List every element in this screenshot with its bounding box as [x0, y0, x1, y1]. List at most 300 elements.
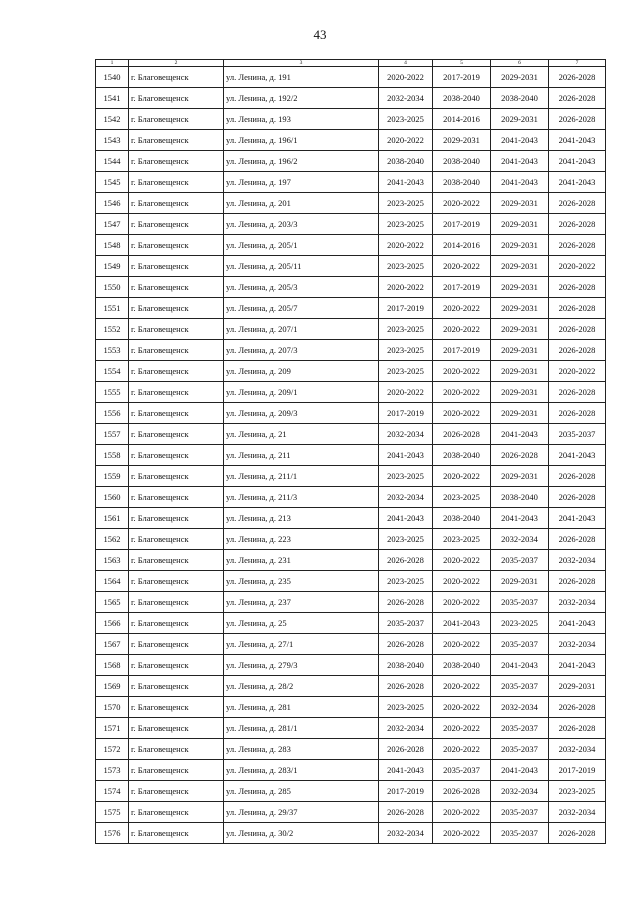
period-cell: 2026-2028: [549, 109, 606, 130]
table-row: [96, 529, 606, 550]
period-cell: 2020-2022: [433, 382, 491, 403]
city-cell: г. Благовещенск: [129, 571, 224, 592]
city-cell: г. Благовещенск: [129, 676, 224, 697]
row-number-cell: 1543: [96, 130, 129, 151]
period-cell: 2026-2028: [549, 298, 606, 319]
table-row: [96, 634, 606, 655]
period-cell: 2020-2022: [549, 256, 606, 277]
period-cell: 2038-2040: [491, 487, 549, 508]
period-cell: 2023-2025: [379, 193, 433, 214]
city-cell: г. Благовещенск: [129, 382, 224, 403]
period-cell: 2026-2028: [549, 340, 606, 361]
row-number-cell: 1555: [96, 382, 129, 403]
period-cell: 2020-2022: [433, 676, 491, 697]
period-cell: 2029-2031: [491, 235, 549, 256]
row-number-cell: 1544: [96, 151, 129, 172]
registry-body: [96, 67, 606, 844]
row-number-cell: 1570: [96, 697, 129, 718]
column-number-header-row: [96, 60, 606, 67]
column-number-header: 6: [491, 60, 549, 67]
row-number-cell: 1574: [96, 781, 129, 802]
period-cell: 2032-2034: [379, 487, 433, 508]
housing-registry-table: [95, 59, 606, 844]
period-cell: 2026-2028: [491, 445, 549, 466]
period-cell: 2041-2043: [549, 151, 606, 172]
table-row: [96, 298, 606, 319]
table-row: [96, 361, 606, 382]
row-number-cell: 1556: [96, 403, 129, 424]
row-number-cell: 1563: [96, 550, 129, 571]
period-cell: 2035-2037: [491, 718, 549, 739]
period-cell: 2026-2028: [379, 550, 433, 571]
period-cell: 2041-2043: [491, 508, 549, 529]
table-row: [96, 319, 606, 340]
period-cell: 2029-2031: [491, 193, 549, 214]
table-row: [96, 718, 606, 739]
period-cell: 2020-2022: [433, 256, 491, 277]
table-row: [96, 382, 606, 403]
row-number-cell: 1572: [96, 739, 129, 760]
period-cell: 2041-2043: [379, 508, 433, 529]
period-cell: 2029-2031: [491, 214, 549, 235]
period-cell: 2029-2031: [491, 67, 549, 88]
period-cell: 2035-2037: [379, 613, 433, 634]
period-cell: 2032-2034: [379, 88, 433, 109]
table-row: [96, 802, 606, 823]
period-cell: 2023-2025: [433, 487, 491, 508]
address-cell: ул. Ленина, д. 237: [224, 592, 379, 613]
city-cell: г. Благовещенск: [129, 340, 224, 361]
row-number-cell: 1545: [96, 172, 129, 193]
city-cell: г. Благовещенск: [129, 655, 224, 676]
period-cell: 2029-2031: [549, 676, 606, 697]
period-cell: 2020-2022: [549, 361, 606, 382]
period-cell: 2038-2040: [379, 151, 433, 172]
table-row: [96, 739, 606, 760]
period-cell: 2020-2022: [433, 550, 491, 571]
period-cell: 2029-2031: [491, 361, 549, 382]
period-cell: 2041-2043: [549, 130, 606, 151]
period-cell: 2017-2019: [433, 67, 491, 88]
address-cell: ул. Ленина, д. 25: [224, 613, 379, 634]
period-cell: 2026-2028: [549, 235, 606, 256]
period-cell: 2029-2031: [491, 277, 549, 298]
table-row: [96, 445, 606, 466]
address-cell: ул. Ленина, д. 201: [224, 193, 379, 214]
row-number-cell: 1575: [96, 802, 129, 823]
city-cell: г. Благовещенск: [129, 697, 224, 718]
period-cell: 2020-2022: [433, 802, 491, 823]
address-cell: ул. Ленина, д. 231: [224, 550, 379, 571]
period-cell: 2017-2019: [379, 403, 433, 424]
column-number-header: 5: [433, 60, 491, 67]
period-cell: 2038-2040: [491, 88, 549, 109]
period-cell: 2014-2016: [433, 235, 491, 256]
row-number-cell: 1559: [96, 466, 129, 487]
period-cell: 2032-2034: [491, 697, 549, 718]
table-row: [96, 151, 606, 172]
row-number-cell: 1565: [96, 592, 129, 613]
address-cell: ул. Ленина, д. 235: [224, 571, 379, 592]
period-cell: 2020-2022: [433, 466, 491, 487]
city-cell: г. Благовещенск: [129, 67, 224, 88]
period-cell: 2026-2028: [549, 718, 606, 739]
city-cell: г. Благовещенск: [129, 235, 224, 256]
city-cell: г. Благовещенск: [129, 445, 224, 466]
row-number-cell: 1576: [96, 823, 129, 844]
period-cell: 2038-2040: [433, 172, 491, 193]
period-cell: 2032-2034: [491, 781, 549, 802]
period-cell: 2029-2031: [491, 256, 549, 277]
table-row: [96, 277, 606, 298]
table-row: [96, 781, 606, 802]
period-cell: 2026-2028: [549, 697, 606, 718]
row-number-cell: 1542: [96, 109, 129, 130]
period-cell: 2023-2025: [379, 697, 433, 718]
city-cell: г. Благовещенск: [129, 466, 224, 487]
period-cell: 2029-2031: [491, 571, 549, 592]
address-cell: ул. Ленина, д. 196/1: [224, 130, 379, 151]
period-cell: 2020-2022: [433, 697, 491, 718]
period-cell: 2032-2034: [491, 529, 549, 550]
period-cell: 2035-2037: [491, 739, 549, 760]
address-cell: ул. Ленина, д. 30/2: [224, 823, 379, 844]
period-cell: 2017-2019: [433, 340, 491, 361]
row-number-cell: 1550: [96, 277, 129, 298]
city-cell: г. Благовещенск: [129, 613, 224, 634]
period-cell: 2032-2034: [379, 823, 433, 844]
period-cell: 2023-2025: [379, 214, 433, 235]
address-cell: ул. Ленина, д. 191: [224, 67, 379, 88]
address-cell: ул. Ленина, д. 27/1: [224, 634, 379, 655]
row-number-cell: 1566: [96, 613, 129, 634]
period-cell: 2026-2028: [549, 88, 606, 109]
city-cell: г. Благовещенск: [129, 151, 224, 172]
city-cell: г. Благовещенск: [129, 130, 224, 151]
row-number-cell: 1557: [96, 424, 129, 445]
column-number-header: 7: [549, 60, 606, 67]
period-cell: 2038-2040: [433, 655, 491, 676]
period-cell: 2023-2025: [433, 529, 491, 550]
period-cell: 2017-2019: [379, 298, 433, 319]
city-cell: г. Благовещенск: [129, 529, 224, 550]
period-cell: 2023-2025: [379, 340, 433, 361]
city-cell: г. Благовещенск: [129, 592, 224, 613]
table-row: [96, 403, 606, 424]
period-cell: 2020-2022: [433, 823, 491, 844]
table-row: [96, 760, 606, 781]
table-row: [96, 571, 606, 592]
period-cell: 2020-2022: [433, 403, 491, 424]
city-cell: г. Благовещенск: [129, 214, 224, 235]
period-cell: 2035-2037: [491, 823, 549, 844]
period-cell: 2029-2031: [433, 130, 491, 151]
city-cell: г. Благовещенск: [129, 277, 224, 298]
period-cell: 2026-2028: [549, 214, 606, 235]
table-row: [96, 235, 606, 256]
period-cell: 2020-2022: [433, 634, 491, 655]
address-cell: ул. Ленина, д. 281/1: [224, 718, 379, 739]
address-cell: ул. Ленина, д. 21: [224, 424, 379, 445]
city-cell: г. Благовещенск: [129, 823, 224, 844]
address-cell: ул. Ленина, д. 193: [224, 109, 379, 130]
table-row: [96, 130, 606, 151]
period-cell: 2041-2043: [491, 760, 549, 781]
period-cell: 2041-2043: [491, 424, 549, 445]
city-cell: г. Благовещенск: [129, 319, 224, 340]
period-cell: 2023-2025: [379, 109, 433, 130]
period-cell: 2026-2028: [549, 193, 606, 214]
address-cell: ул. Ленина, д. 213: [224, 508, 379, 529]
table-row: [96, 193, 606, 214]
period-cell: 2035-2037: [491, 634, 549, 655]
period-cell: 2032-2034: [549, 634, 606, 655]
table-row: [96, 550, 606, 571]
address-cell: ул. Ленина, д. 192/2: [224, 88, 379, 109]
period-cell: 2026-2028: [433, 781, 491, 802]
period-cell: 2041-2043: [549, 508, 606, 529]
period-cell: 2038-2040: [433, 151, 491, 172]
period-cell: 2017-2019: [379, 781, 433, 802]
period-cell: 2035-2037: [491, 676, 549, 697]
table-row: [96, 613, 606, 634]
period-cell: 2023-2025: [379, 361, 433, 382]
row-number-cell: 1562: [96, 529, 129, 550]
row-number-cell: 1548: [96, 235, 129, 256]
city-cell: г. Благовещенск: [129, 718, 224, 739]
table-row: [96, 256, 606, 277]
period-cell: 2026-2028: [549, 382, 606, 403]
period-cell: 2020-2022: [379, 382, 433, 403]
period-cell: 2026-2028: [549, 571, 606, 592]
address-cell: ул. Ленина, д. 223: [224, 529, 379, 550]
period-cell: 2020-2022: [433, 592, 491, 613]
period-cell: 2032-2034: [549, 802, 606, 823]
city-cell: г. Благовещенск: [129, 487, 224, 508]
period-cell: 2026-2028: [549, 466, 606, 487]
row-number-cell: 1541: [96, 88, 129, 109]
city-cell: г. Благовещенск: [129, 739, 224, 760]
address-cell: ул. Ленина, д. 207/3: [224, 340, 379, 361]
period-cell: 2023-2025: [379, 466, 433, 487]
city-cell: г. Благовещенск: [129, 634, 224, 655]
period-cell: 2020-2022: [379, 235, 433, 256]
column-number-header: 2: [129, 60, 224, 67]
period-cell: 2026-2028: [549, 277, 606, 298]
period-cell: 2038-2040: [379, 655, 433, 676]
period-cell: 2041-2043: [379, 445, 433, 466]
address-cell: ул. Ленина, д. 205/11: [224, 256, 379, 277]
table-row: [96, 67, 606, 88]
table-row: [96, 424, 606, 445]
period-cell: 2023-2025: [491, 613, 549, 634]
period-cell: 2020-2022: [433, 298, 491, 319]
row-number-cell: 1569: [96, 676, 129, 697]
period-cell: 2035-2037: [433, 760, 491, 781]
table-row: [96, 676, 606, 697]
address-cell: ул. Ленина, д. 283/1: [224, 760, 379, 781]
period-cell: 2041-2043: [491, 172, 549, 193]
period-cell: 2023-2025: [379, 256, 433, 277]
city-cell: г. Благовещенск: [129, 109, 224, 130]
period-cell: 2041-2043: [491, 655, 549, 676]
address-cell: ул. Ленина, д. 203/3: [224, 214, 379, 235]
period-cell: 2038-2040: [433, 445, 491, 466]
period-cell: 2035-2037: [549, 424, 606, 445]
period-cell: 2041-2043: [549, 613, 606, 634]
period-cell: 2041-2043: [379, 760, 433, 781]
city-cell: г. Благовещенск: [129, 172, 224, 193]
address-cell: ул. Ленина, д. 196/2: [224, 151, 379, 172]
period-cell: 2041-2043: [549, 655, 606, 676]
row-number-cell: 1552: [96, 319, 129, 340]
period-cell: 2026-2028: [549, 487, 606, 508]
city-cell: г. Благовещенск: [129, 256, 224, 277]
city-cell: г. Благовещенск: [129, 88, 224, 109]
period-cell: 2038-2040: [433, 508, 491, 529]
city-cell: г. Благовещенск: [129, 802, 224, 823]
column-number-header: 4: [379, 60, 433, 67]
city-cell: г. Благовещенск: [129, 361, 224, 382]
address-cell: ул. Ленина, д. 205/1: [224, 235, 379, 256]
period-cell: 2026-2028: [379, 676, 433, 697]
period-cell: 2020-2022: [433, 718, 491, 739]
period-cell: 2017-2019: [549, 760, 606, 781]
city-cell: г. Благовещенск: [129, 781, 224, 802]
address-cell: ул. Ленина, д. 281: [224, 697, 379, 718]
page-number: 43: [313, 27, 327, 42]
city-cell: г. Благовещенск: [129, 193, 224, 214]
table-row: [96, 466, 606, 487]
address-cell: ул. Ленина, д. 28/2: [224, 676, 379, 697]
row-number-cell: 1553: [96, 340, 129, 361]
city-cell: г. Благовещенск: [129, 298, 224, 319]
period-cell: 2032-2034: [549, 592, 606, 613]
row-number-cell: 1554: [96, 361, 129, 382]
table-row: [96, 487, 606, 508]
row-number-cell: 1547: [96, 214, 129, 235]
address-cell: ул. Ленина, д. 285: [224, 781, 379, 802]
address-cell: ул. Ленина, д. 205/3: [224, 277, 379, 298]
period-cell: 2041-2043: [549, 172, 606, 193]
period-cell: 2032-2034: [379, 718, 433, 739]
table-row: [96, 109, 606, 130]
address-cell: ул. Ленина, д. 205/7: [224, 298, 379, 319]
period-cell: 2029-2031: [491, 466, 549, 487]
table-row: [96, 340, 606, 361]
address-cell: ул. Ленина, д. 211: [224, 445, 379, 466]
period-cell: 2032-2034: [549, 739, 606, 760]
period-cell: 2026-2028: [379, 739, 433, 760]
period-cell: 2026-2028: [549, 823, 606, 844]
period-cell: 2035-2037: [491, 550, 549, 571]
period-cell: 2017-2019: [433, 214, 491, 235]
period-cell: 2035-2037: [491, 802, 549, 823]
row-number-cell: 1561: [96, 508, 129, 529]
row-number-cell: 1560: [96, 487, 129, 508]
table-row: [96, 592, 606, 613]
row-number-cell: 1564: [96, 571, 129, 592]
period-cell: 2029-2031: [491, 298, 549, 319]
period-cell: 2041-2043: [549, 445, 606, 466]
city-cell: г. Благовещенск: [129, 424, 224, 445]
row-number-cell: 1540: [96, 67, 129, 88]
period-cell: 2026-2028: [549, 67, 606, 88]
period-cell: 2029-2031: [491, 403, 549, 424]
period-cell: 2026-2028: [549, 319, 606, 340]
period-cell: 2026-2028: [549, 529, 606, 550]
period-cell: 2041-2043: [491, 151, 549, 172]
period-cell: 2020-2022: [379, 67, 433, 88]
city-cell: г. Благовещенск: [129, 550, 224, 571]
address-cell: ул. Ленина, д. 209/3: [224, 403, 379, 424]
table-row: [96, 823, 606, 844]
city-cell: г. Благовещенск: [129, 508, 224, 529]
address-cell: ул. Ленина, д. 207/1: [224, 319, 379, 340]
period-cell: 2032-2034: [549, 550, 606, 571]
column-number-header: 1: [96, 60, 129, 67]
row-number-cell: 1551: [96, 298, 129, 319]
period-cell: 2041-2043: [379, 172, 433, 193]
address-cell: ул. Ленина, д. 197: [224, 172, 379, 193]
period-cell: 2020-2022: [433, 193, 491, 214]
address-cell: ул. Ленина, д. 283: [224, 739, 379, 760]
row-number-cell: 1549: [96, 256, 129, 277]
period-cell: 2026-2028: [549, 403, 606, 424]
city-cell: г. Благовещенск: [129, 760, 224, 781]
address-cell: ул. Ленина, д. 209: [224, 361, 379, 382]
period-cell: 2023-2025: [549, 781, 606, 802]
address-cell: ул. Ленина, д. 211/1: [224, 466, 379, 487]
period-cell: 2020-2022: [433, 319, 491, 340]
address-cell: ул. Ленина, д. 211/3: [224, 487, 379, 508]
table-row: [96, 172, 606, 193]
city-cell: г. Благовещенск: [129, 403, 224, 424]
address-cell: ул. Ленина, д. 279/3: [224, 655, 379, 676]
period-cell: 2029-2031: [491, 109, 549, 130]
period-cell: 2041-2043: [433, 613, 491, 634]
period-cell: 2026-2028: [379, 802, 433, 823]
period-cell: 2026-2028: [433, 424, 491, 445]
period-cell: 2026-2028: [379, 592, 433, 613]
column-number-header: 3: [224, 60, 379, 67]
period-cell: 2026-2028: [379, 634, 433, 655]
period-cell: 2038-2040: [433, 88, 491, 109]
period-cell: 2020-2022: [433, 361, 491, 382]
table-row: [96, 655, 606, 676]
table-row: [96, 697, 606, 718]
period-cell: 2023-2025: [379, 529, 433, 550]
period-cell: 2029-2031: [491, 382, 549, 403]
period-cell: 2023-2025: [379, 319, 433, 340]
table-row: [96, 214, 606, 235]
row-number-cell: 1558: [96, 445, 129, 466]
period-cell: 2023-2025: [379, 571, 433, 592]
address-cell: ул. Ленина, д. 29/37: [224, 802, 379, 823]
table-row: [96, 88, 606, 109]
row-number-cell: 1567: [96, 634, 129, 655]
period-cell: 2017-2019: [433, 277, 491, 298]
period-cell: 2032-2034: [379, 424, 433, 445]
table-row: [96, 508, 606, 529]
row-number-cell: 1571: [96, 718, 129, 739]
period-cell: 2020-2022: [433, 739, 491, 760]
period-cell: 2020-2022: [379, 130, 433, 151]
address-cell: ул. Ленина, д. 209/1: [224, 382, 379, 403]
period-cell: 2020-2022: [379, 277, 433, 298]
period-cell: 2014-2016: [433, 109, 491, 130]
row-number-cell: 1573: [96, 760, 129, 781]
